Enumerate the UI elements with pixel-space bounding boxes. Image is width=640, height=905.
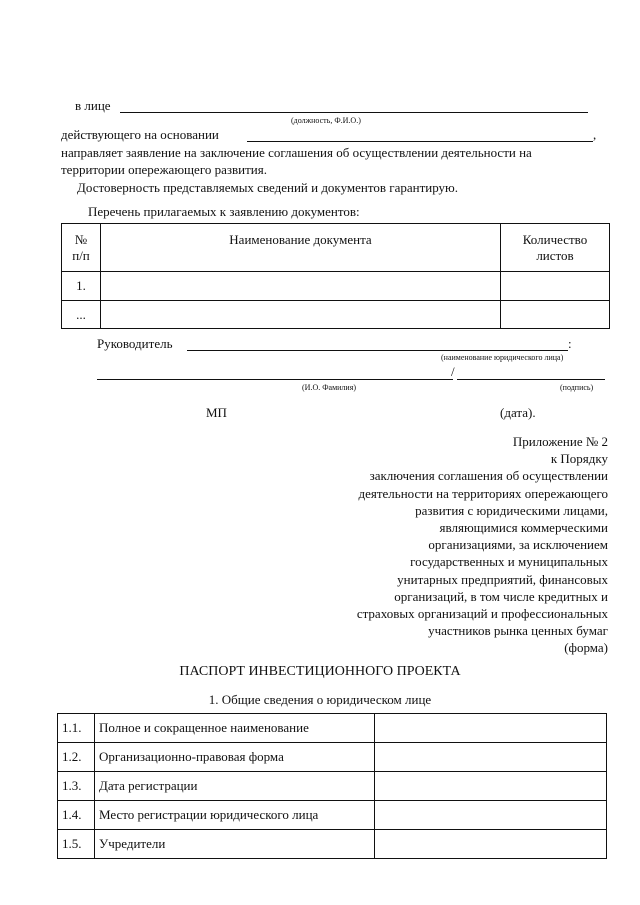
statement-line-1: направляет заявление на заключение соглашения об осуществлении деятельности на — [61, 145, 532, 160]
table-row — [58, 772, 607, 801]
col-num-line1: № — [74, 231, 88, 247]
col-qty-line1: Количество — [522, 231, 588, 247]
table-row — [62, 272, 610, 301]
position-name-caption: (должность, Ф.И.О.) — [291, 116, 361, 125]
entity-name-line — [187, 350, 568, 351]
row-value — [375, 801, 607, 830]
passport-title: ПАСПОРТ ИНВЕСТИЦИОННОГО ПРОЕКТА — [179, 664, 461, 679]
doc-row-num: 1. — [62, 272, 101, 301]
doc-row-name — [101, 272, 501, 301]
row-label: Организационно-правовая форма — [95, 743, 375, 772]
position-name-line — [120, 112, 588, 113]
doc-row-qty — [501, 301, 610, 329]
appendix-line: организаций, в том числе кредитных и — [394, 588, 608, 604]
acting-basis-comma: , — [593, 127, 597, 142]
row-label: Полное и сокращенное наименование — [95, 714, 375, 743]
row-value — [375, 743, 607, 772]
col-name-header: Наименование документа — [101, 224, 501, 272]
entity-colon: : — [568, 336, 572, 351]
acting-basis-line — [247, 141, 593, 142]
head-label: Руководитель — [97, 336, 173, 351]
row-label: Дата регистрации — [95, 772, 375, 801]
appendix-line: Приложение № 2 — [512, 434, 608, 449]
row-value — [375, 772, 607, 801]
docs-list-title: Перечень прилагаемых к заявлению документов: — [88, 204, 360, 219]
table-row — [62, 301, 610, 329]
entity-caption: (наименование юридического лица) — [441, 353, 564, 362]
section-title: 1. Общие сведения о юридическом лице — [208, 692, 432, 707]
general-info-table — [57, 713, 607, 859]
row-num: 1.4. — [58, 801, 95, 830]
appendix-line: к Порядку — [550, 451, 608, 467]
statement-line-2: территории опережающего развития. — [61, 162, 267, 177]
row-num: 1.1. — [58, 714, 95, 743]
appendix-line: унитарных предприятий, финансовых — [397, 571, 608, 587]
signature-line — [457, 379, 605, 380]
row-label: Учредители — [95, 830, 375, 859]
appendix-line: развития с юридическими лицами, — [415, 502, 608, 518]
doc-row-name — [101, 301, 501, 329]
full-name-caption: (И.О. Фамилия) — [302, 383, 357, 392]
row-value — [375, 714, 607, 743]
appendix-line: организациями, за исключением — [428, 537, 608, 553]
documents-table — [61, 223, 610, 329]
row-num: 1.5. — [58, 830, 95, 859]
col-qty-line2: листов — [536, 247, 574, 263]
table-row — [58, 830, 607, 859]
doc-row-qty — [501, 272, 610, 301]
row-value — [375, 830, 607, 859]
appendix-line: страховых организаций и профессиональных — [356, 606, 608, 622]
appendix-line: деятельности на территориях опережающего — [358, 485, 608, 501]
table-row — [58, 714, 607, 743]
full-name-line — [97, 379, 453, 380]
date-label: (дата). — [500, 405, 536, 420]
appendix-line: (форма) — [564, 640, 608, 656]
signature-caption: (подпись) — [560, 383, 594, 392]
col-num-header — [62, 224, 101, 272]
stamp-label: МП — [206, 405, 227, 420]
appendix-line: государственных и муниципальных — [410, 554, 608, 570]
col-qty-header — [501, 224, 610, 272]
in-person-label: в лице — [75, 98, 111, 113]
signature-slash: / — [451, 364, 455, 379]
table-row — [58, 743, 607, 772]
appendix-line: участников рынка ценных бумаг — [428, 623, 608, 639]
row-num: 1.3. — [58, 772, 95, 801]
appendix-line: являющимися коммерческими — [439, 520, 608, 536]
appendix-line: заключения соглашения об осуществлении — [369, 468, 608, 484]
reliability-statement: Достоверность представляемых сведений и документов гарантирую. — [77, 180, 459, 195]
col-num-line2: п/п — [72, 247, 90, 263]
doc-row-num: ... — [62, 301, 101, 329]
row-label: Место регистрации юридического лица — [95, 801, 375, 830]
table-row — [58, 801, 607, 830]
appendix-block — [357, 433, 608, 657]
row-num: 1.2. — [58, 743, 95, 772]
acting-basis-label: действующего на основании — [61, 127, 219, 142]
documents-table-header — [62, 224, 610, 272]
